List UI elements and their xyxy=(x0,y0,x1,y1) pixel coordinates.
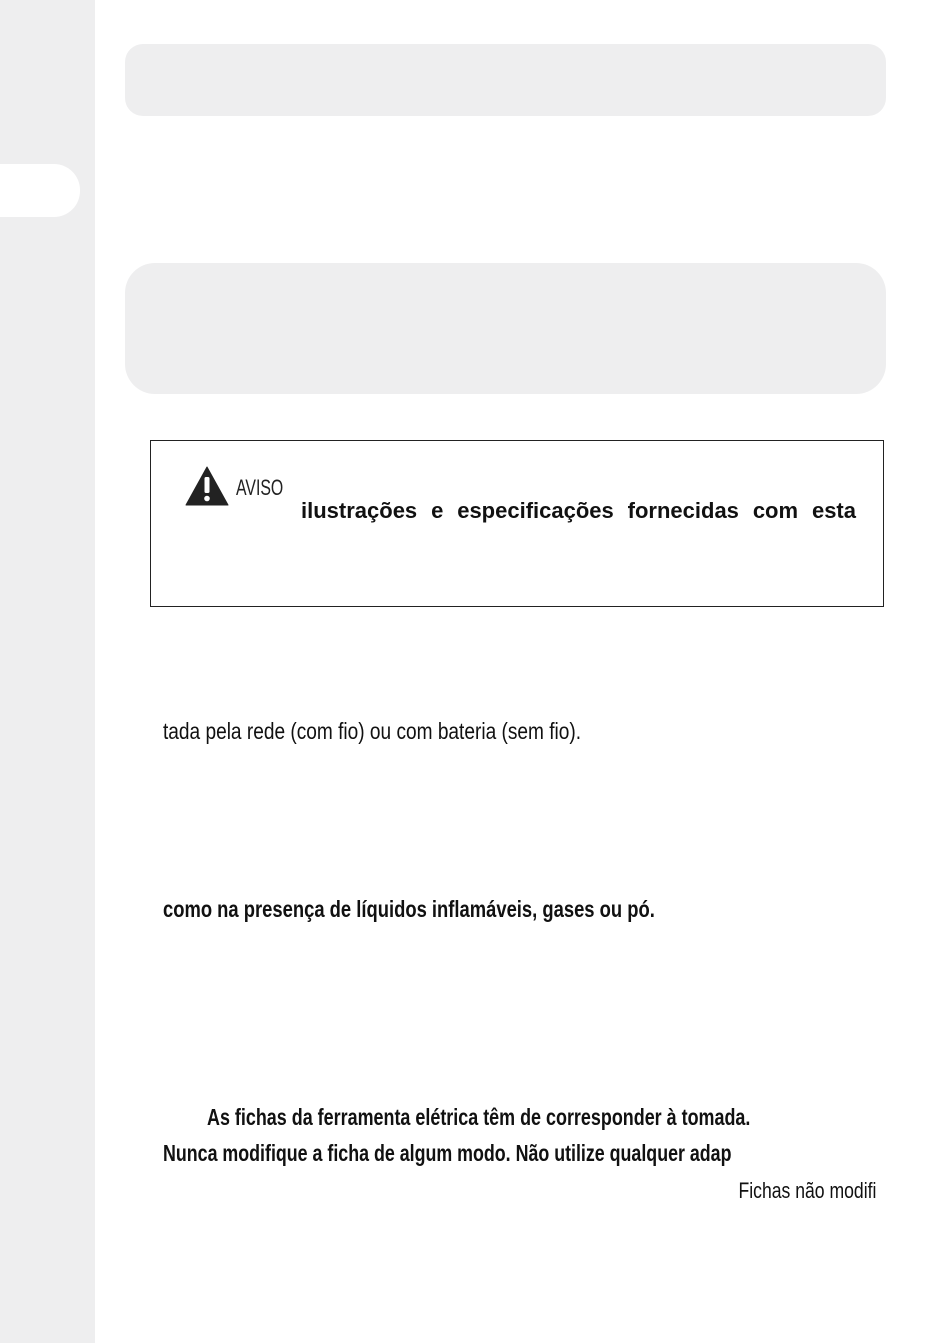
warning-label: AVISO xyxy=(236,475,284,500)
body-line-5: Fichas não modifi xyxy=(738,1178,876,1203)
body-line-4: Nunca modifique a ficha de algum modo. Não utilize qualquer adap xyxy=(163,1140,732,1166)
header-panel xyxy=(125,44,886,116)
section-panel xyxy=(125,263,886,394)
body-line-2: como na presença de líquidos inflamáveis, gases ou pó. xyxy=(163,896,655,922)
warning-triangle-icon xyxy=(185,466,229,506)
warning-box xyxy=(150,440,884,607)
margin-tab xyxy=(0,164,80,217)
body-line-3: As fichas da ferramenta elétrica têm de corresponder à tomada. xyxy=(207,1104,751,1130)
body-line-1: tada pela rede (com fio) ou com bateria (sem fio). xyxy=(163,718,582,744)
warning-text: ilustrações e especificações fornecidas com esta xyxy=(301,498,856,523)
